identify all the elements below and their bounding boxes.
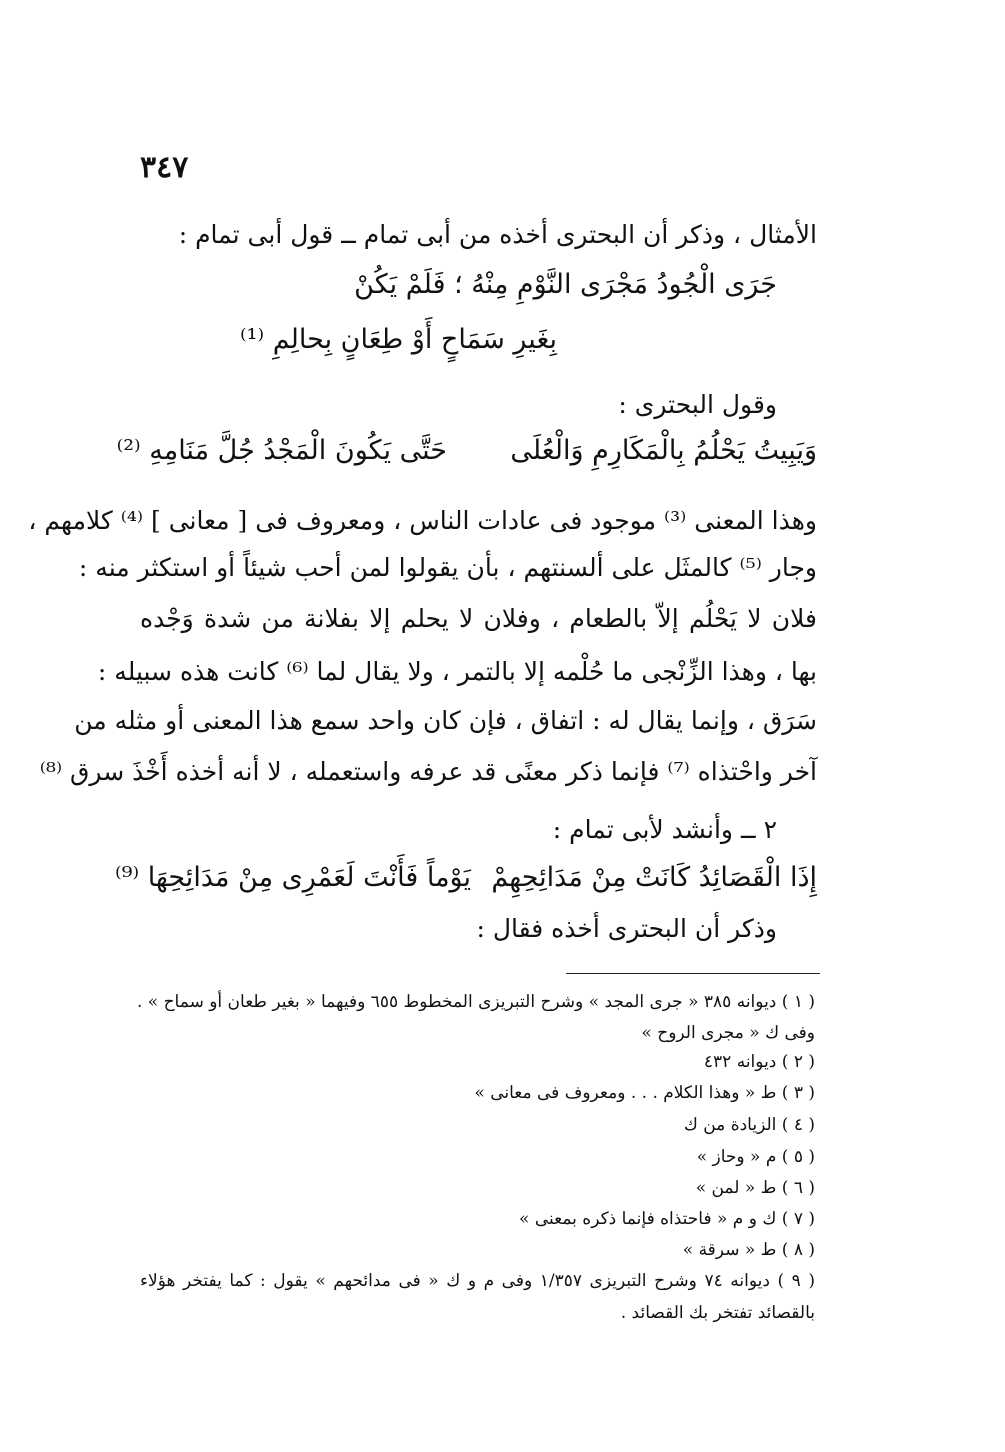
- footnote: ( ٧ ) ك و م « فاحتذاه فإنما ذكره بمعنى »: [519, 1209, 815, 1229]
- footnote: ( ٢ ) ديوانه ٤٣٢: [703, 1052, 815, 1072]
- paragraph-line: سَرَق ، وإنما يقال له : اتفاق ، فإن كان واحد سمع هذا المعنى أو مثله من: [74, 706, 817, 735]
- verse-hemistich-second: حَتَّى يَكُونَ الْمَجْدُ جُلَّ مَنَامِهِ ⁽²⁾: [116, 435, 447, 466]
- paragraph-line: آخر واحْتذاه ⁽⁷⁾ فإنما ذكر معنًى قد عرفه واستعمله ، لا أنه أخذه أَخْذَ سرق ⁽⁸⁾: [39, 757, 817, 786]
- verse-hemistich-first: وَيَبِيتُ يَحْلُمُ بِالْمَكَارِمِ وَالْعُلَى: [510, 435, 817, 466]
- page-number: ٣٤٧: [140, 150, 189, 185]
- footnote: ( ٥ ) م « وحاز »: [696, 1147, 815, 1167]
- verse-hemistich-first: جَرَى الْجُودُ مَجْرَى النَّوْمِ مِنْهُ ؛ فَلَمْ يَكُنْ: [354, 269, 777, 300]
- footnote: ( ٤ ) الزيادة من ك: [683, 1115, 815, 1135]
- paragraph-line: بها ، وهذا الزِّنْجى ما حُلْمه إلا بالتمر ، ولا يقال لما ⁽⁶⁾ كانت هذه سبيله :: [97, 657, 817, 686]
- footnote: بالقصائد تفتخر بك القصائد .: [620, 1303, 815, 1323]
- verse-hemistich-second: يَوْماً فَأَنْتَ لَعَمْرِى مِنْ مَدَائِحِهَا ⁽⁹⁾: [115, 862, 471, 893]
- paragraph-line: وجار ⁽⁵⁾ كالمثَل على ألسنتهم ، بأن يقولوا لمن أحب شيئاً أو استكثر منه :: [78, 553, 817, 582]
- text-line: الأمثال ، وذكر أن البحترى أخذه من أبى تمام ــ قول أبى تمام :: [178, 220, 817, 249]
- footnote: ( ١ ) ديوانه ٣٨٥ « جرى المجد » وشرح التبريزى المخطوط ٦٥٥ وفيهما « بغير طعان أو سماح » .: [136, 992, 815, 1012]
- footnote-separator: [566, 973, 820, 974]
- footnote: ( ٦ ) ط « لمن »: [695, 1178, 815, 1198]
- verse-hemistich-second: بِغَيرِ سَمَاحٍ أَوْ طِعَانٍ بِحالِمِ ⁽¹⁾: [240, 324, 557, 355]
- text-line: وقول البحترى :: [618, 390, 777, 419]
- footnote: وفى ك « مجرى الروح »: [641, 1023, 815, 1043]
- paragraph-line: فلان لا يَحْلُم إلاّ بالطعام ، وفلان لا يحلم إلا بفلانة من شدة وَجْده: [140, 604, 817, 633]
- footnote: ( ٨ ) ط « سرقة »: [682, 1240, 815, 1260]
- paragraph-line: وهذا المعنى ⁽³⁾ موجود فى عادات الناس ، ومعروف فى [ معانى ] ⁽⁴⁾ كلامهم ،: [28, 506, 817, 535]
- footnote: ( ٩ ) ديوانه ٧٤ وشرح التبريزى ١/٣٥٧ وفى م و ك « فى مدائحهم » يقول : كما يفتخر هؤلاء: [140, 1271, 815, 1291]
- text-line: ٢ ــ وأنشد لأبى تمام :: [552, 815, 777, 844]
- text-line: وذكر أن البحترى أخذه فقال :: [476, 914, 777, 943]
- verse-hemistich-first: إِذَا الْقَصَائِدُ كَانَتْ مِنْ مَدَائِحِهِمْ: [491, 862, 817, 893]
- footnote: ( ٣ ) ط « وهذا الكلام . . . ومعروف فى معانى »: [474, 1083, 815, 1103]
